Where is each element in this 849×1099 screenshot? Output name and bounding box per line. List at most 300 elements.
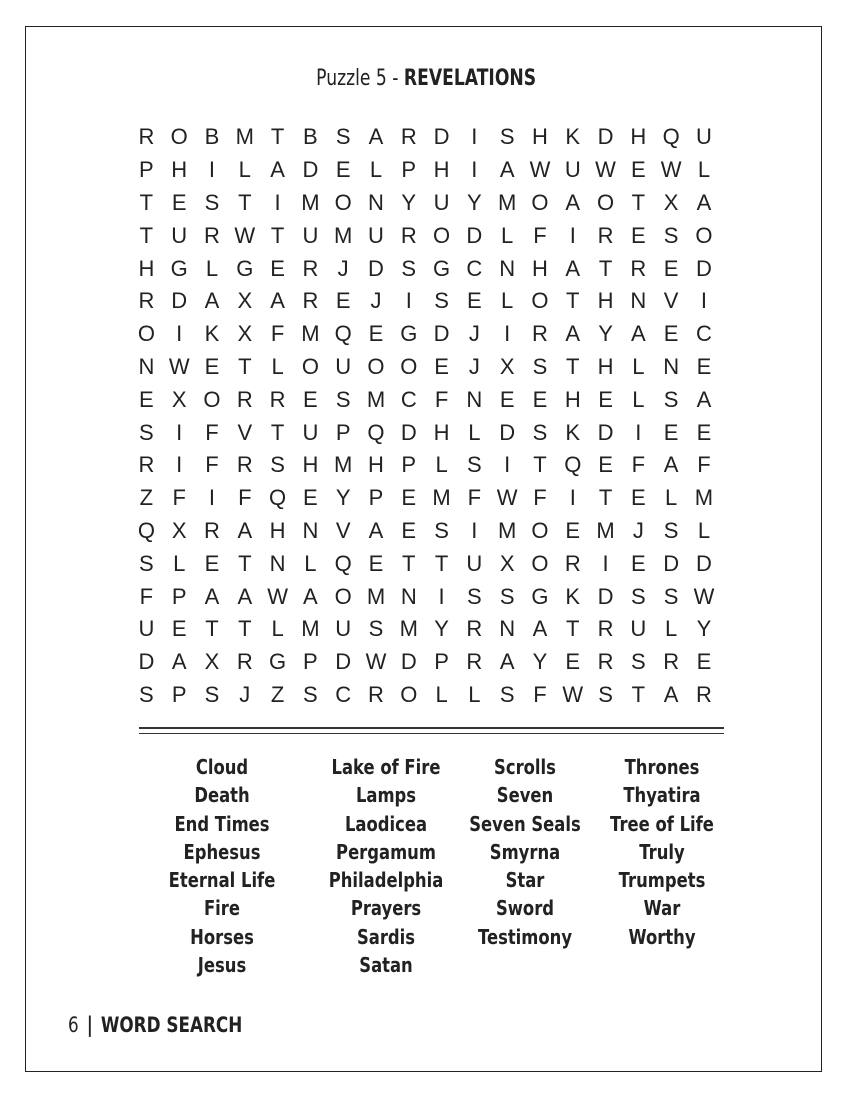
grid-letter: M	[235, 124, 254, 150]
grid-letter: I	[176, 452, 183, 478]
grid-letter: L	[369, 157, 383, 183]
grid-letter: R	[630, 255, 647, 281]
title-prefix: Puzzle 5 -	[316, 66, 404, 91]
grid-letter: B	[204, 124, 220, 150]
grid-letter: E	[565, 649, 581, 675]
grid-row	[130, 416, 720, 449]
grid-letter: L	[468, 419, 481, 445]
grid-letter: T	[270, 222, 285, 248]
grid-letter: T	[139, 189, 154, 215]
grid-letter: O	[531, 189, 549, 215]
grid-letter: H	[630, 124, 647, 150]
grid-letter: S	[401, 255, 417, 281]
grid-letter: S	[139, 681, 154, 707]
grid-letter: W	[234, 222, 256, 248]
grid-letter: T	[566, 288, 580, 314]
grid-letter: M	[498, 517, 517, 543]
grid-letter: A	[663, 681, 679, 707]
grid-letter: M	[334, 452, 353, 478]
grid-letter: Y	[598, 321, 613, 347]
grid-letter: V	[663, 288, 679, 314]
grid-letter: R	[532, 321, 548, 347]
grid-letter: E	[204, 550, 220, 576]
grid-letter: A	[204, 288, 220, 314]
grid-letter: S	[204, 189, 220, 215]
word-list-item: Jesus	[197, 953, 247, 978]
grid-letter: N	[138, 353, 155, 379]
grid-letter: D	[400, 649, 417, 675]
grid-letter: H	[368, 452, 384, 478]
grid-letter: H	[433, 157, 450, 183]
grid-letter: T	[270, 419, 285, 445]
grid-letter: I	[504, 321, 511, 347]
grid-letter: C	[335, 681, 352, 707]
grid-letter: E	[171, 189, 187, 215]
grid-letter: J	[632, 517, 644, 543]
grid-letter: P	[303, 649, 318, 675]
grid-letter: E	[139, 386, 154, 412]
grid-letter: S	[663, 517, 679, 543]
grid-row	[130, 679, 720, 712]
grid-letter: F	[205, 419, 219, 445]
grid-letter: F	[172, 485, 186, 511]
grid-letter: W	[693, 583, 715, 609]
grid-letter: I	[208, 485, 216, 511]
word-list-item: Star	[505, 868, 545, 893]
grid-letter: F	[238, 485, 252, 511]
grid-letter: Z	[270, 681, 285, 707]
grid-row	[130, 613, 720, 646]
grid-letter: S	[139, 550, 154, 576]
grid-letter: T	[533, 452, 547, 478]
grid-row	[130, 318, 720, 351]
grid-letter: M	[366, 386, 386, 412]
grid-letter: T	[238, 353, 252, 379]
page-number: 6	[68, 1013, 79, 1037]
grid-letter: X	[499, 550, 515, 576]
grid-letter: R	[138, 124, 155, 150]
grid-letter: G	[531, 583, 549, 609]
grid-letter: T	[631, 681, 646, 707]
grid-letter: L	[238, 157, 251, 183]
grid-letter: S	[139, 419, 154, 445]
grid-letter: L	[697, 157, 711, 183]
grid-letter: U	[171, 222, 188, 248]
grid-letter: M	[301, 616, 320, 642]
grid-letter: D	[696, 550, 712, 576]
grid-letter: E	[532, 386, 548, 412]
grid-letter: F	[533, 485, 547, 511]
grid-letter: E	[204, 353, 220, 379]
grid-letter: A	[565, 255, 581, 281]
grid-letter: S	[434, 288, 449, 314]
grid-letter: L	[665, 616, 678, 642]
grid-letter: H	[564, 386, 581, 412]
grid-letter: U	[630, 616, 647, 642]
grid-letter: I	[405, 288, 412, 314]
word-list-item: Scrolls	[494, 755, 556, 779]
grid-letter: S	[631, 583, 646, 609]
grid-letter: L	[271, 616, 284, 642]
grid-letter: E	[631, 550, 646, 576]
grid-letter: R	[204, 517, 220, 543]
grid-letter: X	[171, 386, 187, 412]
grid-letter: P	[335, 419, 351, 445]
grid-letter: D	[335, 649, 352, 675]
grid-letter: F	[533, 681, 547, 707]
grid-letter: N	[302, 517, 319, 543]
footer-label: WORD SEARCH	[100, 1013, 243, 1037]
grid-letter: I	[504, 452, 511, 478]
grid-letter: A	[171, 649, 187, 675]
grid-letter: O	[400, 681, 418, 707]
grid-letter: I	[208, 157, 216, 183]
grid-letter: R	[236, 649, 253, 675]
grid-letter: G	[269, 649, 287, 675]
footer-separator: |	[86, 1013, 93, 1037]
grid-letter: Y	[467, 189, 482, 215]
grid-letter: T	[238, 189, 252, 215]
grid-row	[130, 154, 720, 187]
grid-letter: D	[597, 583, 614, 609]
grid-letter: I	[176, 419, 183, 445]
grid-letter: U	[433, 189, 450, 215]
word-list-item: Death	[194, 783, 250, 808]
grid-letter: Q	[137, 517, 155, 543]
grid-letter: R	[138, 288, 155, 314]
grid-letter: K	[565, 583, 581, 609]
grid-letter: D	[171, 288, 188, 314]
grid-letter: N	[400, 583, 417, 609]
grid-letter: G	[236, 255, 254, 281]
grid-letter: I	[176, 321, 183, 347]
grid-letter: T	[566, 616, 580, 642]
grid-letter: E	[467, 288, 482, 314]
word-list-item: Seven Seals	[469, 811, 581, 836]
grid-letter: O	[367, 353, 385, 379]
grid-letter: T	[238, 616, 252, 642]
grid-letter: L	[697, 517, 711, 543]
grid-letter: S	[204, 681, 220, 707]
grid-letter: P	[401, 157, 417, 183]
grid-letter: D	[466, 222, 483, 248]
grid-letter: H	[433, 419, 450, 445]
grid-letter: Q	[334, 550, 352, 576]
grid-letter: O	[433, 222, 451, 248]
grid-letter: F	[697, 452, 711, 478]
word-list-item: Truly	[639, 839, 685, 864]
grid-letter: I	[569, 485, 576, 511]
grid-letter: M	[399, 616, 418, 642]
grid-letter: A	[499, 157, 515, 183]
grid-letter: T	[270, 124, 285, 150]
grid-letter: D	[368, 255, 384, 281]
grid-letter: F	[270, 321, 285, 347]
grid-letter: E	[631, 157, 646, 183]
grid-letter: S	[335, 124, 351, 150]
grid-letter: S	[467, 452, 482, 478]
grid-row	[130, 351, 720, 384]
grid-letter: E	[368, 550, 384, 576]
grid-letter: W	[660, 157, 682, 183]
word-list-item: Testimony	[477, 924, 573, 949]
grid-letter: S	[467, 583, 482, 609]
grid-letter: D	[696, 255, 712, 281]
grid-letter: R	[564, 550, 581, 576]
grid-letter: R	[368, 681, 384, 707]
grid-letter: R	[663, 649, 680, 675]
grid-letter: N	[499, 616, 516, 642]
grid-letter: U	[335, 353, 352, 379]
word-list-column-1	[137, 753, 307, 979]
grid-letter: E	[696, 353, 712, 379]
grid-letter: S	[499, 583, 515, 609]
grid-letter: O	[400, 353, 418, 379]
grid-letter: G	[433, 255, 451, 281]
word-list-item: Horses	[190, 924, 254, 949]
grid-letter: M	[498, 189, 517, 215]
grid-row	[130, 285, 720, 318]
page-footer	[68, 1013, 242, 1037]
grid-letter: P	[434, 649, 449, 675]
grid-letter: L	[632, 386, 645, 412]
grid-letter: R	[696, 681, 712, 707]
grid-letter: O	[531, 550, 549, 576]
divider-line	[139, 733, 724, 734]
grid-letter: R	[236, 452, 253, 478]
divider-line	[139, 727, 724, 729]
grid-letter: E	[663, 419, 679, 445]
grid-letter: T	[238, 550, 252, 576]
grid-letter: L	[304, 550, 317, 576]
grid-letter: Q	[367, 419, 385, 445]
grid-letter: L	[632, 353, 645, 379]
grid-letter: I	[602, 550, 609, 576]
grid-letter: E	[303, 485, 318, 511]
grid-letter: C	[400, 386, 417, 412]
grid-letter: S	[270, 452, 285, 478]
grid-letter: E	[696, 649, 712, 675]
grid-letter: S	[434, 517, 449, 543]
grid-letter: U	[696, 124, 712, 150]
grid-letter: S	[663, 222, 679, 248]
grid-letter: R	[400, 222, 417, 248]
grid-letter: A	[368, 124, 384, 150]
grid-letter: X	[663, 189, 679, 215]
grid-letter: A	[303, 583, 318, 609]
grid-letter: R	[466, 616, 483, 642]
grid-letter: I	[438, 583, 445, 609]
grid-letter: H	[138, 255, 155, 281]
grid-letter: F	[533, 222, 547, 248]
grid-row	[130, 187, 720, 220]
grid-row	[130, 482, 720, 515]
grid-letter: E	[335, 288, 351, 314]
grid-letter: A	[270, 157, 285, 183]
grid-letter: U	[302, 222, 319, 248]
word-list-item: Sardis	[356, 924, 416, 949]
grid-letter: S	[303, 681, 318, 707]
grid-letter: F	[467, 485, 482, 511]
grid-letter: P	[401, 452, 417, 478]
grid-letter: O	[596, 189, 615, 215]
grid-letter: R	[597, 649, 614, 675]
grid-letter: G	[170, 255, 188, 281]
grid-letter: X	[237, 321, 253, 347]
grid-letter: X	[204, 649, 220, 675]
word-list-item: Tree of Life	[610, 811, 714, 836]
grid-letter: U	[138, 616, 155, 642]
grid-letter: H	[302, 452, 319, 478]
word-list-item: Lamps	[355, 783, 417, 808]
grid-letter: W	[496, 485, 518, 511]
grid-letter: I	[471, 517, 478, 543]
grid-letter: S	[663, 583, 679, 609]
grid-letter: A	[368, 517, 384, 543]
grid-letter: T	[598, 485, 613, 511]
word-list-item: Ephesus	[183, 839, 261, 864]
word-list-item: Cloud	[195, 755, 249, 779]
grid-letter: Y	[696, 616, 712, 642]
grid-letter: T	[598, 255, 613, 281]
grid-letter: J	[468, 321, 480, 347]
grid-letter: O	[203, 386, 221, 412]
grid-letter: A	[696, 386, 712, 412]
grid-letter: K	[204, 321, 220, 347]
grid-letter: H	[597, 288, 614, 314]
grid-letter: H	[269, 517, 286, 543]
grid-letter: R	[269, 386, 286, 412]
grid-letter: G	[400, 321, 418, 347]
grid-letter: L	[501, 222, 514, 248]
grid-letter: R	[597, 222, 614, 248]
grid-letter: S	[663, 386, 679, 412]
grid-row	[130, 515, 720, 548]
word-list-item: Worthy	[628, 924, 696, 949]
word-list-item: Laodicea	[344, 811, 428, 836]
grid-letter: M	[334, 222, 353, 248]
grid-letter: Q	[564, 452, 582, 478]
grid-letter: F	[205, 452, 219, 478]
grid-letter: L	[435, 452, 448, 478]
grid-letter: T	[139, 222, 154, 248]
grid-letter: T	[205, 616, 219, 642]
grid-letter: D	[597, 419, 614, 445]
word-list-item: Trumpets	[618, 868, 706, 893]
grid-letter: Z	[139, 485, 154, 511]
word-list-item: Philadelphia	[328, 868, 444, 893]
grid-letter: W	[562, 681, 584, 707]
grid-letter: Y	[434, 616, 449, 642]
grid-letter: K	[565, 124, 581, 150]
word-list-item: Eternal Life	[168, 868, 276, 893]
grid-letter: Y	[532, 649, 548, 675]
grid-letter: E	[696, 419, 712, 445]
grid-letter: S	[532, 353, 548, 379]
grid-letter: U	[302, 419, 319, 445]
grid-letter: X	[499, 353, 515, 379]
grid-letter: I	[274, 189, 281, 215]
grid-letter: O	[334, 189, 352, 215]
grid-letter: L	[435, 681, 448, 707]
puzzle-title	[95, 66, 757, 91]
grid-letter: I	[635, 419, 642, 445]
grid-row	[130, 219, 720, 252]
word-list-item: Thrones	[624, 755, 700, 779]
grid-letter: E	[631, 485, 646, 511]
grid-letter: I	[471, 157, 478, 183]
grid-letter: M	[694, 485, 714, 511]
grid-row	[130, 646, 720, 679]
grid-letter: F	[139, 583, 154, 609]
grid-letter: P	[171, 583, 187, 609]
grid-letter: S	[631, 649, 646, 675]
grid-letter: E	[663, 255, 679, 281]
grid-letter: R	[302, 255, 319, 281]
grid-letter: R	[302, 288, 319, 314]
grid-letter: D	[663, 550, 680, 576]
grid-letter: E	[368, 321, 384, 347]
word-list-item: Smyrna	[489, 839, 561, 864]
grid-letter: M	[366, 583, 386, 609]
grid-letter: J	[370, 288, 382, 314]
grid-letter: Q	[334, 321, 352, 347]
grid-letter: A	[565, 321, 581, 347]
grid-letter: A	[696, 189, 712, 215]
grid-letter: D	[433, 124, 450, 150]
grid-letter: T	[631, 189, 646, 215]
grid-letter: O	[334, 583, 352, 609]
grid-letter: W	[365, 649, 387, 675]
grid-letter: Y	[335, 485, 351, 511]
grid-letter: O	[137, 321, 155, 347]
grid-letter: O	[301, 353, 319, 379]
grid-letter: I	[569, 222, 576, 248]
word-list-item: War	[643, 896, 681, 921]
grid-letter: A	[237, 583, 253, 609]
grid-letter: N	[499, 255, 516, 281]
grid-letter: E	[565, 517, 581, 543]
grid-letter: R	[204, 222, 220, 248]
grid-letter: I	[700, 288, 707, 314]
grid-letter: P	[368, 485, 384, 511]
grid-letter: H	[532, 255, 548, 281]
grid-letter: T	[402, 550, 416, 576]
grid-letter: V	[237, 419, 253, 445]
grid-letter: N	[663, 353, 680, 379]
grid-row	[130, 252, 720, 285]
grid-letter: R	[466, 649, 483, 675]
grid-letter: L	[173, 550, 186, 576]
grid-letter: E	[401, 485, 417, 511]
grid-letter: N	[466, 386, 483, 412]
grid-letter: U	[564, 157, 581, 183]
grid-letter: C	[696, 321, 712, 347]
grid-letter: R	[138, 452, 155, 478]
grid-letter: O	[531, 517, 549, 543]
grid-letter: S	[598, 681, 613, 707]
grid-letter: C	[466, 255, 483, 281]
grid-letter: S	[532, 419, 548, 445]
word-list-item: Sword	[495, 896, 555, 921]
grid-row	[130, 547, 720, 580]
grid-letter: Q	[269, 485, 287, 511]
grid-letter: E	[631, 222, 646, 248]
grid-letter: D	[302, 157, 319, 183]
grid-letter: W	[595, 157, 616, 183]
grid-letter: E	[598, 386, 613, 412]
grid-letter: L	[501, 288, 514, 314]
